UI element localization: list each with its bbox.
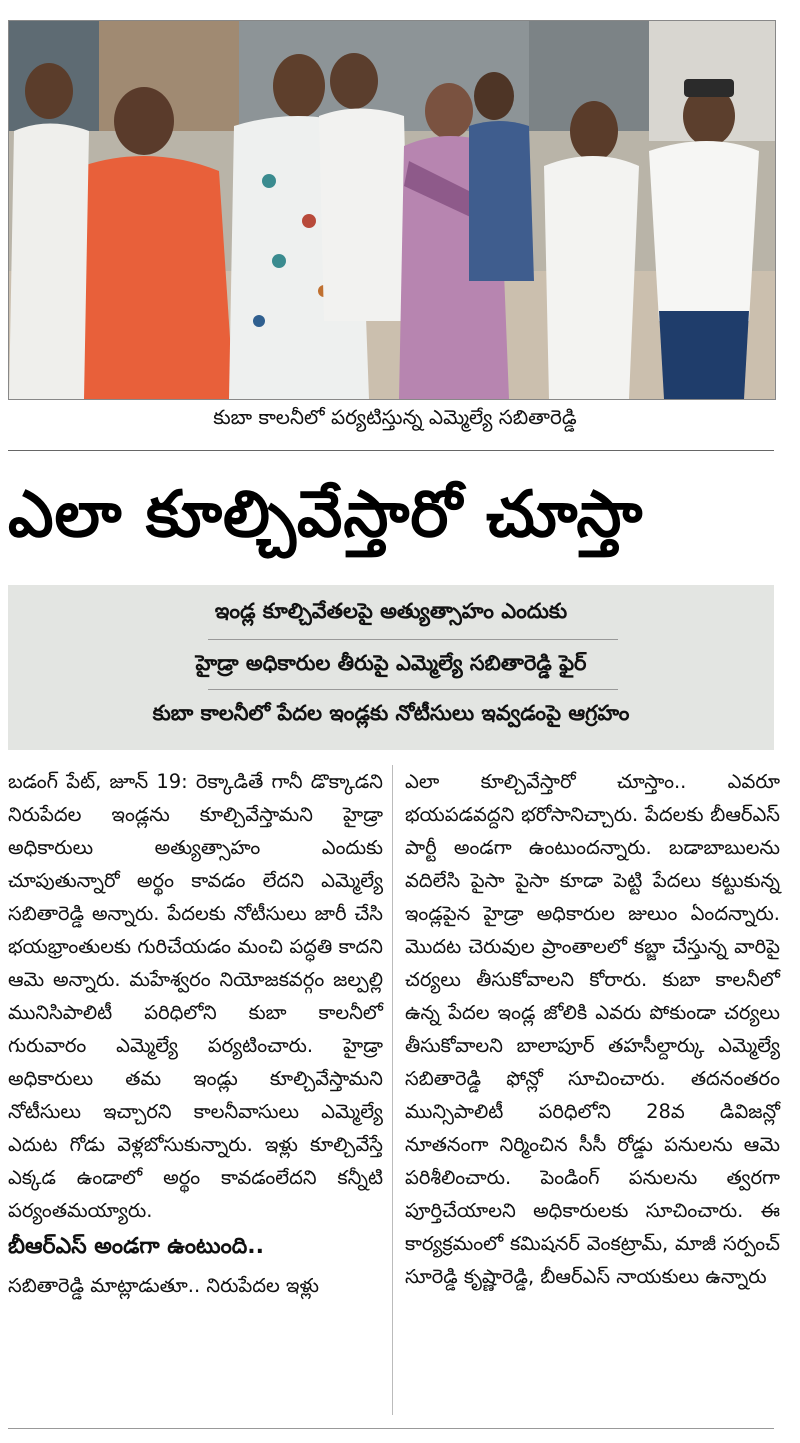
divider-top	[8, 450, 774, 451]
news-photo	[8, 20, 776, 400]
deck-separator	[208, 639, 618, 640]
deck-line-2: హైడ్రా అధికారుల తీరుపై ఎమ్మెల్యే సబితారెడ్డి ఫైర్	[195, 651, 587, 675]
article-column-right	[405, 765, 780, 1293]
headline: ఎలా కూల్చివేస్తారో చూస్తా	[8, 478, 644, 552]
body-paragraph: ఎలా కూల్చివేస్తారో చూస్తాం.. ఎవరూ భయపడవద్దని భరోసానిచ్చారు. పేదలకు బీఆర్ఎస్ పార్టీ అండగా ఉంటుందన్నారు. బడాబాబులను వదిలేసి పైసా పైసా కూడా పెట్టి పేదలు కట్టుకున్న ఇండ్లపైన హైడ్రా అధికారుల జులుం ఏందన్నారు. మొదట చెరువుల ప్రాంతాలలో కబ్జా చేస్తున్న వారిపై చర్యలు తీసుకోవాలని కోరారు. కుబా కాలనీలో ఉన్న పేదల ఇండ్ల జోలికి ఎవరు పోకుండా చర్యలు తీసుకోవాలని బాలాపూర్ తహసీల్దార్కు ఎమ్మెల్యే సబితారెడ్డి ఫోన్లో సూచించారు. తదనంతరం మున్సిపాలిటీ పరిధిలోని 28వ డివిజన్లో నూతనంగా నిర్మించిన సీసీ రోడ్డు పనులను ఆమె పరిశీలించారు. పెండింగ్ పనులను త్వరగా పూర్తిచేయాలని అధికారులకు సూచించారు. ఈ కార్యక్రమంలో కమిషనర్ వెంకట్రామ్, మాజీ సర్పంచ్ సూరెడ్డి కృష్ణారెడ్డి, బీఆర్ఎస్ నాయకులు ఉన్నారు	[405, 770, 780, 1288]
body-paragraph: సబితారెడ్డి మాట్లాడుతూ.. నిరుపేదల ఇళ్లు	[8, 1274, 319, 1297]
deck-line-1: ఇండ్ల కూల్చివేతలపై అత్యుత్సాహం ఎందుకు	[214, 599, 568, 623]
deck-line-3: కుబా కాలనీలో పేదల ఇండ్లకు నోటీసులు ఇవ్వడంపై ఆగ్రహం	[152, 701, 630, 725]
divider-bottom	[8, 1428, 774, 1429]
body-paragraph: బడంగ్ పేట్, జూన్ 19: రెక్కాడితే గానీ డొక్కాడని నిరుపేదల ఇండ్లను కూల్చివేస్తామని హైడ్రా అధికారులు అత్యుత్సాహం ఎందుకు చూపుతున్నారో అర్థం కావడం లేదని ఎమ్మెల్యే సబితారెడ్డి అన్నారు. పేదలకు నోటీసులు జారీ చేసి భయభ్రాంతులకు గురిచేయడం మంచి పద్ధతి కాదని ఆమె అన్నారు. మహేశ్వరం నియోజకవర్గం జల్పల్లి మునిసిపాలిటీ పరిధిలోని కుబా కాలనీలో గురువారం ఎమ్మెల్యే పర్యటించారు. హైడ్రా అధికారులు తమ ఇండ్లు కూల్చివేస్తామని నోటీసులు ఇచ్చారని కాలనీవాసులు ఎమ్మెల్యే ఎదుట గోడు వెళ్లబోసుకున్నారు. ఇళ్లు కూల్చివేస్తే ఎక్కడ ఉండాలో అర్థం కావడంలేదని కన్నీటి పర్యంతమయ్యారు.	[8, 770, 383, 1222]
article-column-left	[8, 765, 383, 1302]
subheading: బీఆర్ఎస్ అండగా ఉంటుంది..	[8, 1234, 264, 1259]
photo-caption: కుబా కాలనీలో పర్యటిస్తున్న ఎమ్మెల్యే సబితారెడ్డి	[213, 405, 577, 429]
photo-image	[9, 21, 775, 399]
deck-box	[8, 585, 774, 750]
deck-separator	[208, 689, 618, 690]
column-divider	[392, 765, 393, 1415]
